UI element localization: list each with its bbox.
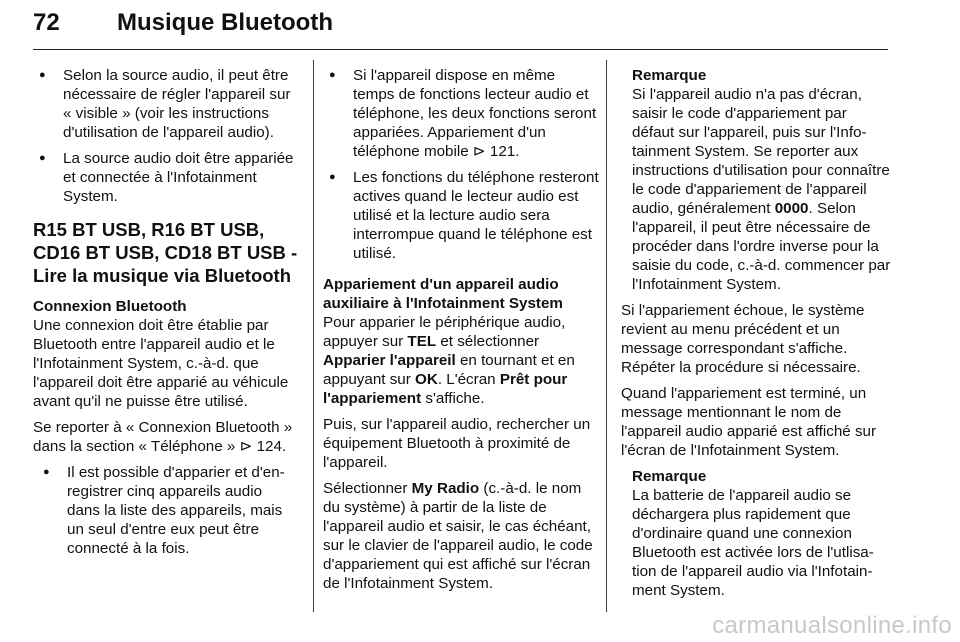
section-heading: R15 BT USB, R16 BT USB, CD16 BT USB, CD18 BT USB - Lire la musique via Bluetooth (33, 219, 298, 286)
bullet-list (33, 66, 299, 206)
page-reference-icon: ⊳ (239, 438, 253, 455)
paragraph: Si l'appariement échoue, le système revient au menu précédent et un message correspondant s'affiche. Répéter la procédure si nécessaire. (621, 302, 865, 376)
header-divider (33, 49, 888, 50)
list-item: ● Si l'appareil dispose en même temps de fonctions lecteur audio et téléphone, les deux fonctions seront appariées. Appariement d'un téléphone mobile ⊳ 121. (323, 66, 599, 161)
list-item: ● Selon la source audio, il peut être nécessaire de régler l'appareil sur « visible » (voir les instructions d'utilisation de l'appareil audio). (33, 66, 299, 142)
paragraph: Pour apparier le périphérique audio, appuyer sur TEL et sélectionner Apparier l'appareil en tournant et en appuyant sur OK. L'écran Prêt pour l'appariement s'affiche. (323, 314, 575, 407)
page-number: 72 (33, 9, 60, 36)
screen-name-label: Prêt pour l'appariement (323, 371, 568, 407)
watermark: carmanualsonline.info (712, 612, 952, 639)
list-item: ● La source audio doit être appariée et connectée à l'Infotainment System. (33, 149, 299, 206)
bullet-list (33, 463, 299, 558)
column-divider-1 (313, 60, 314, 612)
ok-button-label: OK (415, 371, 438, 388)
list-item: ● Les fonctions du téléphone resteront actives quand le lecteur audio est utilisé et la lecture audio sera interrompue quand le téléphone est utilisé. (323, 168, 599, 263)
column-1 (33, 66, 299, 565)
tel-button-label: TEL (407, 333, 437, 350)
note-title: Remarque (632, 468, 707, 485)
pairing-code: 0000 (774, 200, 809, 217)
paragraph: Une connexion doit être établie par Bluetooth entre l'appareil audio et le l'Infotainment System, c.-à-d. que l'appareil doit être apparié au véhicule avant qu'il ne puisse être utilisé. (33, 317, 289, 410)
page-reference-icon: ⊳ (472, 143, 486, 160)
bullet-list (323, 66, 599, 263)
page-header (33, 4, 888, 50)
page-title: Musique Bluetooth (117, 9, 333, 36)
note-title: Remarque (632, 67, 707, 84)
note-box (632, 467, 891, 600)
list-item: ● Il est possible d'apparier et d'enregistrer cinq appareils audio dans la liste des appareils, mais un seul d'entre eux peut être connecté à la fois. (37, 463, 299, 558)
note-text: Si l'appareil audio n'a pas d'écran, saisir le code d'appariement par défaut sur l'appareil, puis sur l'Infotainment System. Se reporter aux instructions d'utilisation pour connaître le code d'appariement de l'appareil audio, généralement 0000. Selon l'appareil, il peut être nécessaire de procéder dans l'ordre inverse pour la saisie du code, c.-à-d. commencer par l'Infotainment System. (632, 86, 891, 293)
menu-item-label: Apparier l'appareil (323, 352, 456, 369)
page-reference-link[interactable]: 124. (256, 438, 287, 455)
column-3 (621, 66, 891, 607)
note-box (632, 66, 891, 294)
sub-heading: Appariement d'un appareil audio auxiliaire à l'Infotainment System (323, 276, 563, 312)
column-divider-2 (606, 60, 607, 612)
paragraph: Puis, sur l'appareil audio, rechercher un équipement Bluetooth à proximité de l'appareil. (323, 416, 591, 471)
note-text: La batterie de l'appareil audio se déchargera plus rapidement que d'ordinaire quand une connexion Bluetooth est activée lors de l'utlisation de l'appareil audio via l'Infotainment System. (632, 487, 874, 599)
page-reference-link[interactable]: 121. (489, 143, 520, 160)
sub-heading: Connexion Bluetooth (33, 298, 187, 315)
paragraph: Quand l'appariement est terminé, un message mentionnant le nom de l'appareil audio apparié est affiché sur l'écran de l'Infotainment System. (621, 385, 877, 459)
paragraph: Se reporter à « Connexion Bluetooth » dans la section « Téléphone » ⊳ 124. (33, 419, 293, 455)
system-name-label: My Radio (411, 480, 480, 497)
column-2 (323, 66, 599, 600)
paragraph: Sélectionner My Radio (c.-à-d. le nom du système) à partir de la liste de l'appareil audio et saisir, le cas échéant, sur le clavier de l'appareil audio, le code d'appariement qui est affiché sur l'écran de l'Infotainment System. (323, 480, 593, 592)
